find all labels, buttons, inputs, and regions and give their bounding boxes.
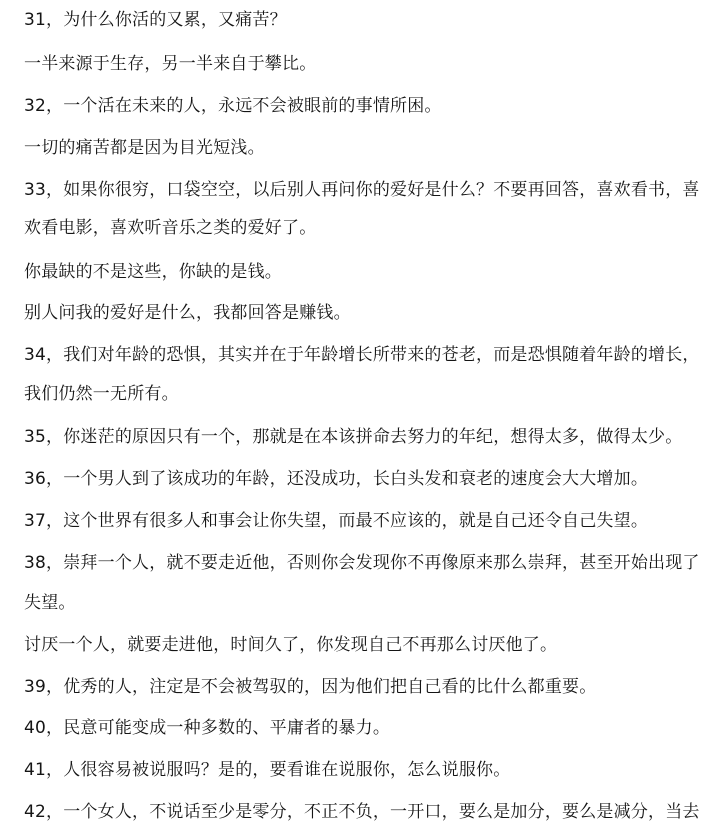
text-line: 33，如果你很穷，口袋空空，以后别人再问你的爱好是什么？不要再回答，喜欢看书，喜	[24, 180, 700, 200]
text-line: 37，这个世界有很多人和事会让你失望，而最不应该的，就是自己还令自己失望。	[24, 511, 649, 531]
text-line: 我们仍然一无所有。	[24, 384, 179, 404]
text-line: 41，人很容易被说服吗？是的，要看谁在说服你，怎么说服你。	[24, 760, 511, 780]
text-line: 36，一个男人到了该成功的年龄，还没成功，长白头发和衰老的速度会大大增加。	[24, 469, 649, 489]
text-line: 一半来源于生存，另一半来自于攀比。	[24, 54, 317, 74]
text-line: 35，你迷茫的原因只有一个，那就是在本该拼命去努力的年纪，想得太多，做得太少。	[24, 427, 683, 447]
text-line: 40，民意可能变成一种多数的、平庸者的暴力。	[24, 718, 391, 738]
text-line: 34，我们对年龄的恐惧，其实并在于年龄增长所带来的苍老，而是恐惧随着年龄的增长，	[24, 345, 700, 365]
text-line: 一切的痛苦都是因为目光短浅。	[24, 138, 265, 158]
text-line: 38，崇拜一个人，就不要走近他，否则你会发现你不再像原来那么崇拜，甚至开始出现了	[24, 553, 700, 573]
text-line: 39，优秀的人，注定是不会被驾驭的，因为他们把自己看的比什么都重要。	[24, 677, 597, 697]
text-line: 别人问我的爱好是什么，我都回答是赚钱。	[24, 303, 351, 323]
text-line: 31，为什么你活的又累，又痛苦？	[24, 10, 287, 30]
text-line: 欢看电影，喜欢听音乐之类的爱好了。	[24, 218, 317, 238]
text-line: 讨厌一个人，就要走进他，时间久了，你发现自己不再那么讨厌他了。	[24, 635, 558, 655]
text-line: 你最缺的不是这些，你缺的是钱。	[24, 262, 282, 282]
text-line: 42，一个女人，不说话至少是零分，不正不负，一开口，要么是加分，要么是减分，当去	[24, 802, 700, 822]
text-line: 32，一个活在未来的人，永远不会被眼前的事情所困。	[24, 96, 442, 116]
text-line: 失望。	[24, 593, 76, 613]
